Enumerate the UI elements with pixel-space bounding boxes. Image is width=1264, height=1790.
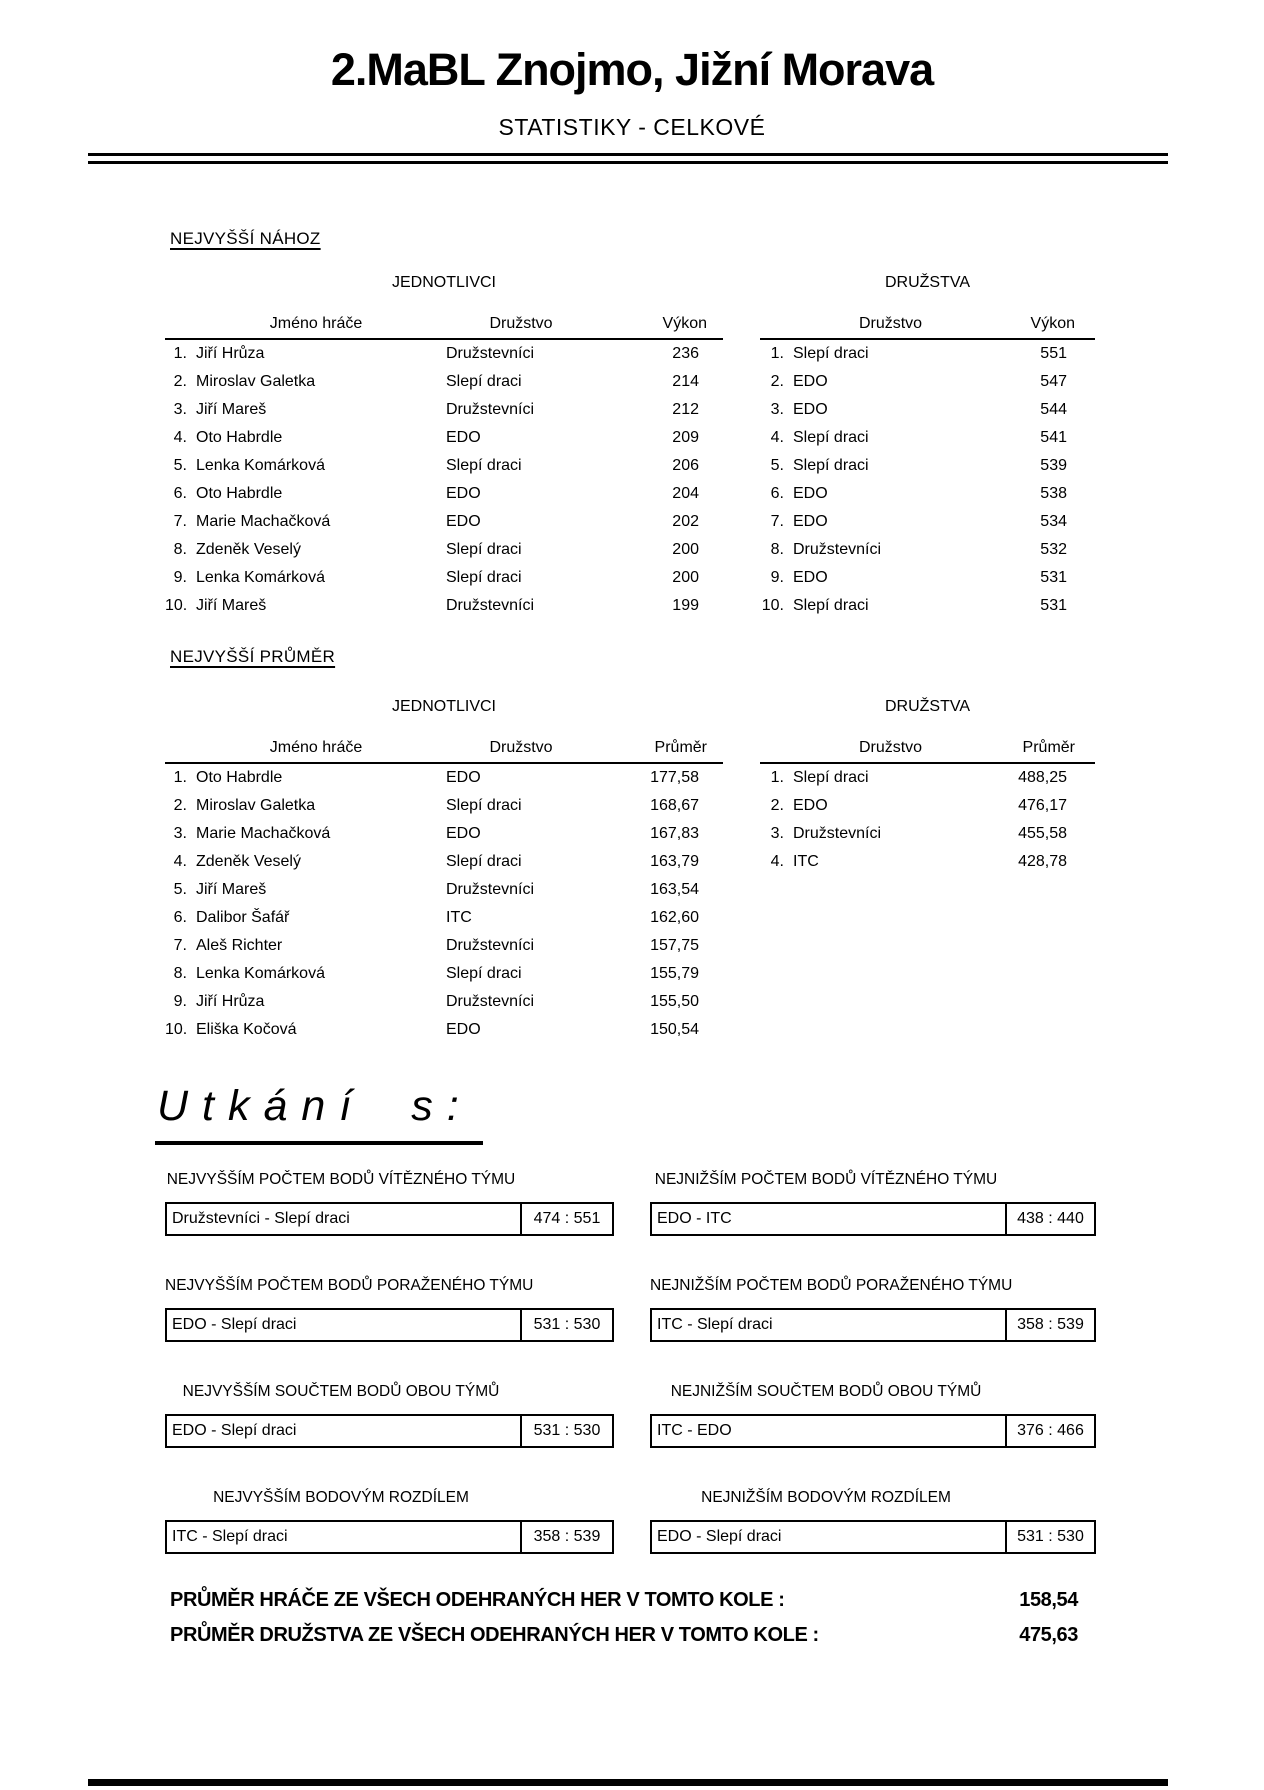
team-cell: Družstevníci [446, 345, 535, 362]
table-prumer-individuals [165, 698, 723, 1044]
rank-cell: 1. [173, 345, 187, 362]
value-cell: 531 [1040, 597, 1067, 614]
summary-block [170, 1589, 1078, 1659]
team-cell: Slepí draci [793, 457, 869, 474]
match-record-group [650, 1277, 1096, 1342]
table-row [165, 424, 723, 452]
team-cell: EDO [446, 485, 481, 502]
team-cell: Slepí draci [446, 373, 522, 390]
team-cell: Slepí draci [793, 769, 869, 786]
table-row [165, 564, 723, 592]
table-row [165, 820, 723, 848]
match-record-box [165, 1308, 614, 1342]
match-teams-cell: EDO - Slepí draci [657, 1528, 782, 1545]
table-row [760, 592, 1095, 620]
rank-cell: 9. [173, 569, 187, 586]
rank-cell: 9. [173, 993, 187, 1010]
match-record-box [650, 1308, 1096, 1342]
player-name-cell: Jiří Hrůza [196, 345, 265, 362]
table-row [760, 764, 1095, 792]
rank-cell: 5. [770, 457, 784, 474]
player-name-cell: Zdeněk Veselý [196, 853, 301, 870]
table-row [165, 792, 723, 820]
rank-cell: 8. [173, 965, 187, 982]
team-cell: Slepí draci [793, 429, 869, 446]
table-row [165, 960, 723, 988]
value-cell: 541 [1040, 429, 1067, 446]
team-cell: Družstevníci [446, 881, 535, 898]
summary-label: PRŮMĚR DRUŽSTVA ZE VŠECH ODEHRANÝCH HER V TOMTO KOLE : [170, 1624, 819, 1646]
table-row [165, 508, 723, 536]
player-name-cell: Oto Habrdle [196, 769, 283, 786]
match-teams-cell: EDO - Slepí draci [172, 1422, 297, 1439]
match-score-cell: 531 : 530 [520, 1416, 612, 1446]
value-cell: 534 [1040, 513, 1067, 530]
player-name-cell: Jiří Hrůza [196, 993, 265, 1010]
match-score-cell: 358 : 539 [1005, 1310, 1094, 1340]
rank-cell: 1. [770, 769, 784, 786]
group-title-druzstva: DRUŽSTVA [884, 698, 971, 715]
column-header-team: Družstvo [858, 739, 923, 756]
value-cell: 488,25 [1018, 769, 1067, 786]
table-nahoz-teams [760, 274, 1095, 620]
match-record-label: NEJNIŽŠÍM BODOVÝM ROZDÍLEM [701, 1489, 951, 1506]
table-row [165, 536, 723, 564]
table-header-row [165, 733, 723, 764]
table-row [165, 340, 723, 368]
rank-cell: 5. [173, 457, 187, 474]
table-row [165, 480, 723, 508]
match-score-cell: 531 : 530 [520, 1310, 612, 1340]
table-row [165, 396, 723, 424]
player-name-cell: Oto Habrdle [196, 429, 283, 446]
match-record-box [650, 1202, 1096, 1236]
player-name-cell: Lenka Komárková [196, 965, 325, 982]
rank-cell: 5. [173, 881, 187, 898]
rank-cell: 3. [173, 401, 187, 418]
value-cell: 200 [672, 541, 699, 558]
column-header-value: Výkon [662, 315, 707, 332]
value-cell: 236 [672, 345, 699, 362]
match-record-label: NEJNIŽŠÍM POČTEM BODŮ PORAŽENÉHO TÝMU [650, 1277, 1013, 1294]
table-header-row [165, 309, 723, 340]
table-prumer-teams [760, 698, 1095, 876]
match-record-box [650, 1414, 1096, 1448]
team-cell: EDO [446, 429, 481, 446]
table-row [165, 764, 723, 792]
rank-cell: 2. [173, 373, 187, 390]
section-heading-utkani: Utkání s: [155, 1082, 483, 1145]
column-header-name: Jméno hráče [269, 315, 363, 332]
rank-cell: 1. [770, 345, 784, 362]
value-cell: 206 [672, 457, 699, 474]
summary-label: PRŮMĚR HRÁČE ZE VŠECH ODEHRANÝCH HER V TOMTO KOLE : [170, 1589, 785, 1611]
match-record-box [165, 1520, 614, 1554]
match-record-box [165, 1414, 614, 1448]
team-cell: Družstevníci [793, 825, 882, 842]
match-teams-cell: EDO - Slepí draci [172, 1316, 297, 1333]
team-cell: EDO [793, 569, 828, 586]
value-cell: 204 [672, 485, 699, 502]
value-cell: 199 [672, 597, 699, 614]
player-name-cell: Lenka Komárková [196, 457, 325, 474]
rank-cell: 4. [173, 853, 187, 870]
match-record-box [165, 1202, 614, 1236]
match-record-label: NEJNIŽŠÍM POČTEM BODŮ VÍTĚZNÉHO TÝMU [654, 1171, 998, 1188]
column-header-value: Výkon [1030, 315, 1075, 332]
value-cell: 551 [1040, 345, 1067, 362]
table-row [165, 1016, 723, 1044]
player-name-cell: Marie Machačková [196, 825, 331, 842]
page-subtitle: STATISTIKY - CELKOVÉ [498, 114, 766, 140]
player-name-cell: Lenka Komárková [196, 569, 325, 586]
summary-row [170, 1589, 1078, 1624]
team-cell: ITC [446, 909, 472, 926]
player-name-cell: Oto Habrdle [196, 485, 283, 502]
group-title-jednotlivci: JEDNOTLIVCI [391, 698, 496, 715]
value-cell: 212 [672, 401, 699, 418]
value-cell: 209 [672, 429, 699, 446]
value-cell: 177,58 [650, 769, 699, 786]
value-cell: 167,83 [650, 825, 699, 842]
match-record-group [650, 1489, 1096, 1554]
rank-cell: 1. [173, 769, 187, 786]
team-cell: EDO [446, 769, 481, 786]
value-cell: 202 [672, 513, 699, 530]
match-record-label: NEJVYŠŠÍM SOUČTEM BODŮ OBOU TÝMŮ [182, 1383, 500, 1400]
rank-cell: 7. [173, 937, 187, 954]
rank-cell: 2. [770, 373, 784, 390]
player-name-cell: Miroslav Galetka [196, 797, 316, 814]
player-name-cell: Jiří Mareš [196, 401, 267, 418]
rank-cell: 4. [173, 429, 187, 446]
team-cell: Slepí draci [446, 853, 522, 870]
rank-cell: 10. [165, 597, 188, 614]
table-row [760, 564, 1095, 592]
table-header-row [760, 733, 1095, 764]
summary-value: 158,54 [1019, 1589, 1078, 1611]
table-row [165, 876, 723, 904]
table-row [760, 536, 1095, 564]
table-nahoz-individuals [165, 274, 723, 620]
value-cell: 200 [672, 569, 699, 586]
match-record-group [165, 1383, 614, 1448]
rank-cell: 2. [173, 797, 187, 814]
table-header-row [760, 309, 1095, 340]
table-row [760, 508, 1095, 536]
value-cell: 157,75 [650, 937, 699, 954]
value-cell: 163,54 [650, 881, 699, 898]
team-cell: Slepí draci [793, 345, 869, 362]
value-cell: 155,50 [650, 993, 699, 1010]
player-name-cell: Jiří Mareš [196, 597, 267, 614]
match-record-group [165, 1489, 614, 1554]
value-cell: 544 [1040, 401, 1067, 418]
rank-cell: 3. [173, 825, 187, 842]
table-row [760, 480, 1095, 508]
player-name-cell: Eliška Kočová [196, 1021, 297, 1038]
team-cell: EDO [446, 825, 481, 842]
value-cell: 150,54 [650, 1021, 699, 1038]
match-teams-cell: ITC - Slepí draci [172, 1528, 288, 1545]
rank-cell: 4. [770, 853, 784, 870]
table-row [165, 452, 723, 480]
team-cell: Slepí draci [446, 797, 522, 814]
table-row [165, 932, 723, 960]
team-cell: EDO [793, 513, 828, 530]
player-name-cell: Marie Machačková [196, 513, 331, 530]
team-cell: Družstevníci [446, 597, 535, 614]
player-name-cell: Zdeněk Veselý [196, 541, 301, 558]
table-row [165, 368, 723, 396]
team-cell: Družstevníci [793, 541, 882, 558]
group-title-druzstva: DRUŽSTVA [884, 274, 971, 291]
value-cell: 214 [672, 373, 699, 390]
match-record-group [650, 1171, 1096, 1236]
match-record-label: NEJNIŽŠÍM SOUČTEM BODŮ OBOU TÝMŮ [670, 1383, 982, 1400]
header-double-rule [88, 153, 1168, 164]
table-row [760, 368, 1095, 396]
team-cell: ITC [793, 853, 819, 870]
player-name-cell: Jiří Mareš [196, 881, 267, 898]
value-cell: 455,58 [1018, 825, 1067, 842]
value-cell: 163,79 [650, 853, 699, 870]
rank-cell: 4. [770, 429, 784, 446]
rank-cell: 8. [770, 541, 784, 558]
player-name-cell: Dalibor Šafář [196, 909, 290, 926]
team-cell: Slepí draci [446, 569, 522, 586]
rank-cell: 6. [173, 909, 187, 926]
match-record-group [165, 1171, 614, 1236]
match-teams-cell: ITC - Slepí draci [657, 1316, 773, 1333]
column-header-value: Průměr [1022, 739, 1075, 756]
player-name-cell: Miroslav Galetka [196, 373, 316, 390]
table-row [760, 792, 1095, 820]
rank-cell: 6. [173, 485, 187, 502]
match-record-label: NEJVYŠŠÍM POČTEM BODŮ VÍTĚZNÉHO TÝMU [166, 1171, 516, 1188]
value-cell: 476,17 [1018, 797, 1067, 814]
match-score-cell: 531 : 530 [1005, 1522, 1094, 1552]
team-cell: Družstevníci [446, 401, 535, 418]
section-heading-nejvyssi-prumer: NEJVYŠŠÍ PRŮMĚR [170, 647, 336, 666]
table-row [760, 848, 1095, 876]
table-row [165, 988, 723, 1016]
column-header-team: Družstvo [858, 315, 923, 332]
rank-cell: 3. [770, 401, 784, 418]
team-cell: EDO [793, 401, 828, 418]
rank-cell: 3. [770, 825, 784, 842]
match-score-cell: 438 : 440 [1005, 1204, 1094, 1234]
match-record-group [650, 1383, 1096, 1448]
team-cell: EDO [793, 373, 828, 390]
team-cell: Slepí draci [446, 965, 522, 982]
value-cell: 531 [1040, 569, 1067, 586]
value-cell: 162,60 [650, 909, 699, 926]
match-record-label: NEJVYŠŠÍM POČTEM BODŮ PORAŽENÉHO TÝMU [165, 1277, 534, 1294]
table-row [760, 424, 1095, 452]
player-name-cell: Aleš Richter [196, 937, 283, 954]
table-row [165, 904, 723, 932]
match-teams-cell: EDO - ITC [657, 1210, 732, 1227]
rank-cell: 10. [165, 1021, 188, 1038]
team-cell: Slepí draci [446, 541, 522, 558]
match-teams-cell: ITC - EDO [657, 1422, 732, 1439]
team-cell: Slepí draci [446, 457, 522, 474]
value-cell: 547 [1040, 373, 1067, 390]
table-row [760, 452, 1095, 480]
team-cell: EDO [793, 797, 828, 814]
rank-cell: 2. [770, 797, 784, 814]
team-cell: Družstevníci [446, 993, 535, 1010]
match-record-group [165, 1277, 614, 1342]
match-records-grid [165, 1171, 1096, 1554]
rank-cell: 6. [770, 485, 784, 502]
footer-rule [88, 1779, 1168, 1786]
match-score-cell: 376 : 466 [1005, 1416, 1094, 1446]
column-header-team: Družstvo [489, 739, 553, 756]
match-score-cell: 358 : 539 [520, 1522, 612, 1552]
rank-cell: 10. [761, 597, 784, 614]
team-cell: Slepí draci [793, 597, 869, 614]
rank-cell: 8. [173, 541, 187, 558]
page-title: 2.MaBL Znojmo, Jižní Morava [330, 44, 934, 95]
column-header-name: Jméno hráče [269, 739, 363, 756]
match-record-box [650, 1520, 1096, 1554]
match-score-cell: 474 : 551 [520, 1204, 612, 1234]
team-cell: EDO [446, 1021, 481, 1038]
value-cell: 539 [1040, 457, 1067, 474]
value-cell: 532 [1040, 541, 1067, 558]
team-cell: EDO [446, 513, 481, 530]
value-cell: 538 [1040, 485, 1067, 502]
match-record-label: NEJVYŠŠÍM BODOVÝM ROZDÍLEM [213, 1489, 469, 1506]
match-teams-cell: Družstevníci - Slepí draci [172, 1210, 350, 1227]
column-header-value: Průměr [654, 739, 707, 756]
team-cell: Družstevníci [446, 937, 535, 954]
column-header-team: Družstvo [489, 315, 553, 332]
summary-row [170, 1624, 1078, 1659]
table-row [760, 396, 1095, 424]
table-row [760, 340, 1095, 368]
rank-cell: 7. [173, 513, 187, 530]
value-cell: 155,79 [650, 965, 699, 982]
table-row [760, 820, 1095, 848]
rank-cell: 9. [770, 569, 784, 586]
group-title-jednotlivci: JEDNOTLIVCI [391, 274, 496, 291]
value-cell: 428,78 [1018, 853, 1067, 870]
table-row [165, 848, 723, 876]
rank-cell: 7. [770, 513, 784, 530]
table-row [165, 592, 723, 620]
team-cell: EDO [793, 485, 828, 502]
section-heading-nejvyssi-nahoz: NEJVYŠŠÍ NÁHOZ [170, 229, 321, 248]
value-cell: 168,67 [650, 797, 699, 814]
summary-value: 475,63 [1019, 1624, 1078, 1646]
